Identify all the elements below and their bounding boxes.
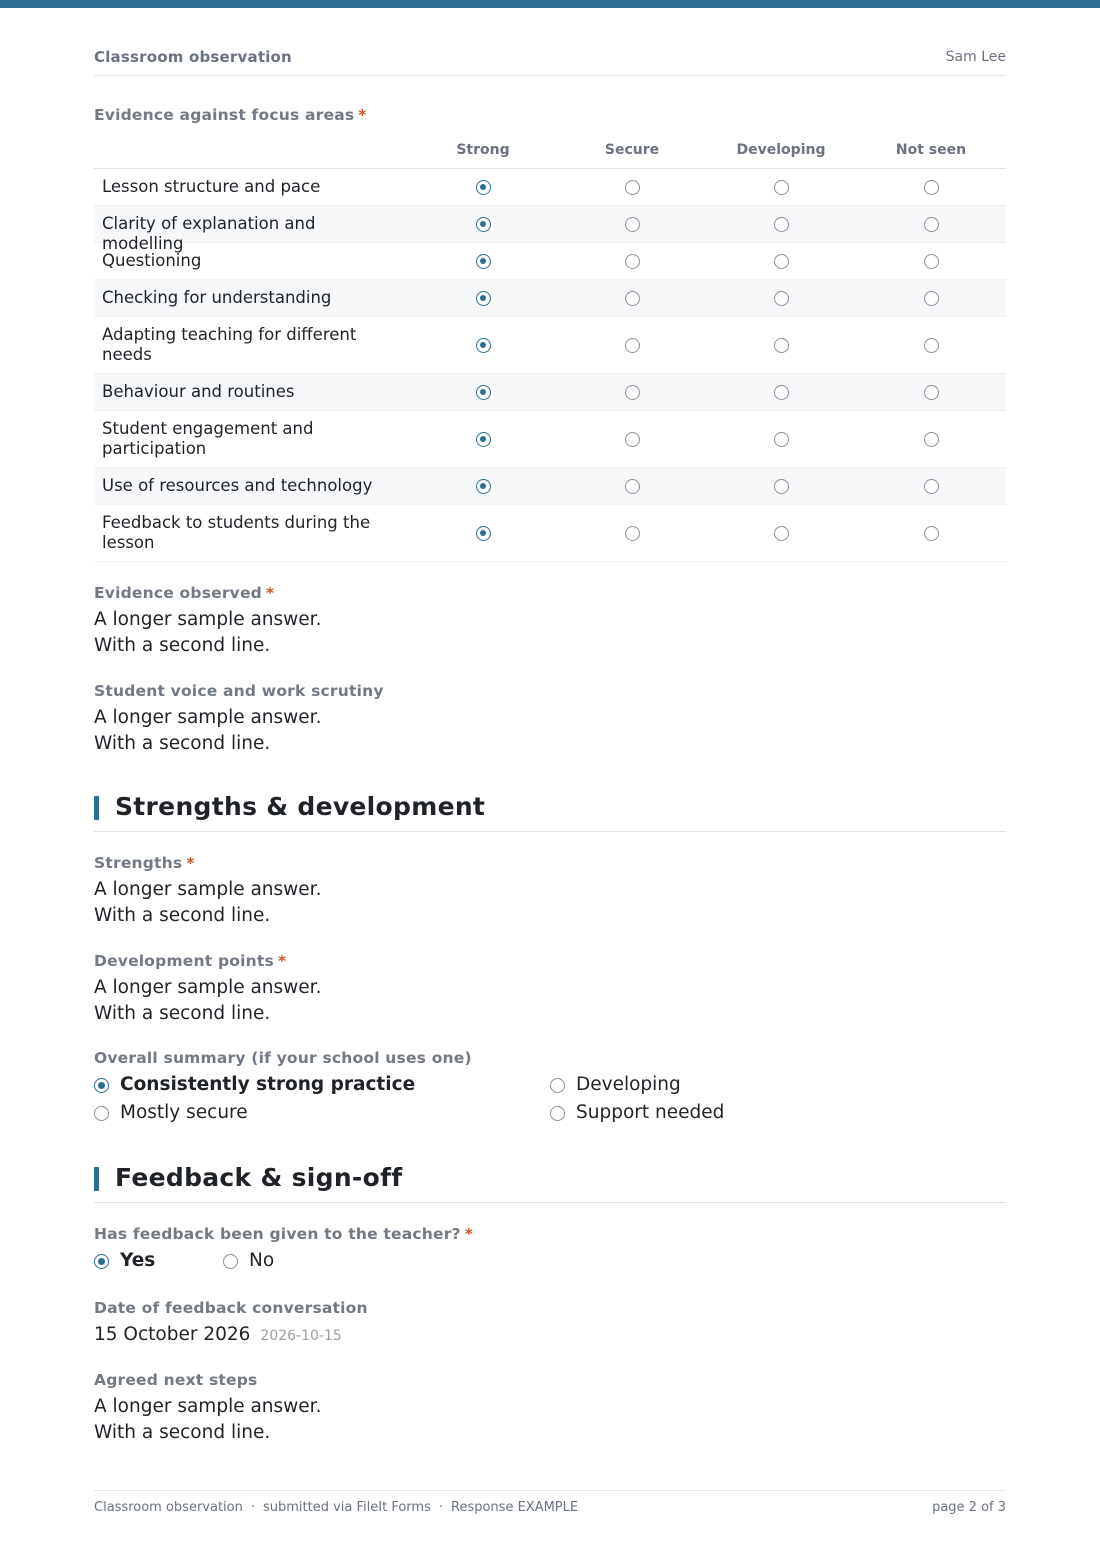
feedback-given-label xyxy=(94,1225,473,1243)
matrix-radio-secure[interactable] xyxy=(625,217,640,232)
section-accent-bar xyxy=(94,1167,99,1191)
feedback-date-iso: 2026-10-15 xyxy=(260,1328,342,1344)
evidence-observed-label-text: Evidence observed xyxy=(94,584,262,602)
matrix-row-label: Checking for understanding xyxy=(102,288,332,307)
matrix-radio-not-seen[interactable] xyxy=(924,432,939,447)
radio-button[interactable] xyxy=(94,1078,109,1093)
student-voice-field xyxy=(94,682,384,757)
required-marker: * xyxy=(464,1225,474,1243)
required-marker: * xyxy=(265,584,275,602)
radio-button[interactable] xyxy=(94,1106,109,1121)
footer-form-name: Classroom observation xyxy=(94,1500,243,1515)
matrix-row xyxy=(94,505,1006,562)
matrix-row xyxy=(94,280,1006,317)
matrix-row-label: Questioning xyxy=(102,251,202,270)
feedback-given-field xyxy=(94,1225,473,1248)
development-points-line-1: A longer sample answer. xyxy=(94,977,322,998)
next-steps-line-1: A longer sample answer. xyxy=(94,1396,322,1417)
matrix-header-row xyxy=(94,131,1006,169)
evidence-observed-label xyxy=(94,584,321,602)
section-strengths-development xyxy=(94,792,1006,832)
matrix-radio-developing[interactable] xyxy=(774,291,789,306)
feedback-date-field xyxy=(94,1299,368,1348)
focus-areas-matrix xyxy=(94,131,1006,562)
footer-meta xyxy=(94,1500,578,1515)
radio-button[interactable] xyxy=(223,1254,238,1269)
option-label: Consistently strong practice xyxy=(120,1074,416,1095)
evidence-observed-line-1: A longer sample answer. xyxy=(94,609,322,630)
matrix-row xyxy=(94,169,1006,206)
radio-button[interactable] xyxy=(550,1078,565,1093)
matrix-radio-secure[interactable] xyxy=(625,526,640,541)
next-steps-field xyxy=(94,1371,321,1446)
column-header-secure: Secure xyxy=(604,142,660,158)
matrix-radio-secure[interactable] xyxy=(625,291,640,306)
required-marker: * xyxy=(186,854,195,872)
matrix-radio-developing[interactable] xyxy=(774,180,789,195)
option-label: Support needed xyxy=(576,1102,725,1123)
feedback-date-display: 15 October 2026 xyxy=(94,1324,251,1345)
footer-separator: · xyxy=(250,1500,255,1515)
section-accent-bar xyxy=(94,796,99,820)
matrix-radio-developing[interactable] xyxy=(774,217,789,232)
matrix-radio-secure[interactable] xyxy=(625,385,640,400)
matrix-radio-not-seen[interactable] xyxy=(924,526,939,541)
development-points-field xyxy=(94,952,321,1027)
matrix-row xyxy=(94,317,1006,374)
required-marker: * xyxy=(277,952,287,970)
strengths-field xyxy=(94,854,321,929)
footer-response-id: Response EXAMPLE xyxy=(451,1500,579,1515)
feedback-given-label-text: Has feedback been given to the teacher? xyxy=(94,1225,461,1243)
matrix-radio-secure[interactable] xyxy=(625,432,640,447)
matrix-radio-strong[interactable] xyxy=(476,385,491,400)
option-label: Mostly secure xyxy=(120,1102,248,1123)
respondent-name: Sam Lee xyxy=(945,49,1006,65)
matrix-radio-developing[interactable] xyxy=(774,254,789,269)
overall-summary-label: Overall summary (if your school uses one) xyxy=(94,1049,472,1067)
matrix-row-label: Behaviour and routines xyxy=(102,382,295,401)
matrix-radio-not-seen[interactable] xyxy=(924,217,939,232)
matrix-radio-not-seen[interactable] xyxy=(924,180,939,195)
footer-submitted-via: submitted via FileIt Forms xyxy=(263,1500,431,1515)
next-steps-label: Agreed next steps xyxy=(94,1371,258,1389)
top-accent-bar xyxy=(0,0,1100,8)
matrix-radio-strong[interactable] xyxy=(476,432,491,447)
matrix-label-text: Evidence against focus areas xyxy=(94,106,355,124)
matrix-radio-strong[interactable] xyxy=(476,254,491,269)
strengths-label-text: Strengths xyxy=(94,854,183,872)
section-title: Strengths & development xyxy=(115,792,486,821)
development-points-line-2: With a second line. xyxy=(94,1003,271,1024)
matrix-radio-not-seen[interactable] xyxy=(924,385,939,400)
matrix-radio-strong[interactable] xyxy=(476,338,491,353)
matrix-row xyxy=(94,374,1006,411)
matrix-row-label: Feedback to students during the lesson xyxy=(102,513,371,552)
evidence-observed-line-2: With a second line. xyxy=(94,635,271,656)
matrix-radio-strong[interactable] xyxy=(476,291,491,306)
column-header-not-seen: Not seen xyxy=(895,142,967,158)
feedback-date-value xyxy=(94,1322,368,1348)
section-feedback-signoff xyxy=(94,1163,1006,1203)
matrix-radio-developing[interactable] xyxy=(774,432,789,447)
student-voice-line-1: A longer sample answer. xyxy=(94,707,322,728)
next-steps-line-2: With a second line. xyxy=(94,1422,271,1443)
column-header-developing: Developing xyxy=(736,142,826,158)
option-label: Developing xyxy=(576,1074,681,1095)
matrix-radio-secure[interactable] xyxy=(625,254,640,269)
matrix-radio-secure[interactable] xyxy=(625,338,640,353)
strengths-line-2: With a second line. xyxy=(94,905,271,926)
radio-button[interactable] xyxy=(94,1254,109,1269)
matrix-radio-developing[interactable] xyxy=(774,479,789,494)
required-marker: * xyxy=(358,106,367,124)
student-voice-label: Student voice and work scrutiny xyxy=(94,682,384,700)
matrix-row-label: Use of resources and technology xyxy=(102,476,373,495)
section-title: Feedback & sign-off xyxy=(115,1163,403,1192)
overall-summary-field xyxy=(94,1049,472,1072)
matrix-radio-not-seen[interactable] xyxy=(924,338,939,353)
matrix-radio-developing[interactable] xyxy=(774,385,789,400)
development-points-label-text: Development points xyxy=(94,952,274,970)
matrix-row xyxy=(94,411,1006,468)
matrix-row-label: Lesson structure and pace xyxy=(102,177,321,196)
option-label: No xyxy=(249,1250,275,1271)
page-header xyxy=(94,48,1006,76)
matrix-row xyxy=(94,468,1006,505)
matrix-row xyxy=(94,206,1006,253)
student-voice-line-2: With a second line. xyxy=(94,733,271,754)
page-footer xyxy=(94,1490,1006,1520)
matrix-radio-developing[interactable] xyxy=(774,526,789,541)
matrix-row-label: Adapting teaching for different needs xyxy=(102,325,357,364)
matrix-radio-secure[interactable] xyxy=(625,479,640,494)
matrix-question-label xyxy=(94,106,367,124)
development-points-label xyxy=(94,952,321,970)
matrix-row-label: Student engagement and participation xyxy=(102,419,314,458)
matrix-row-label: Clarity of explanation and modelling xyxy=(102,214,316,253)
matrix-radio-secure[interactable] xyxy=(625,180,640,195)
matrix-radio-not-seen[interactable] xyxy=(924,254,939,269)
radio-button[interactable] xyxy=(550,1106,565,1121)
column-header-strong: Strong xyxy=(456,142,510,158)
form-title: Classroom observation xyxy=(94,48,292,66)
page-number: page 2 of 3 xyxy=(932,1500,1006,1515)
option-label: Yes xyxy=(120,1250,156,1271)
matrix-radio-strong[interactable] xyxy=(476,526,491,541)
strengths-label xyxy=(94,854,321,872)
matrix-radio-strong[interactable] xyxy=(476,180,491,195)
matrix-radio-not-seen[interactable] xyxy=(924,479,939,494)
matrix-radio-not-seen[interactable] xyxy=(924,291,939,306)
matrix-radio-strong[interactable] xyxy=(476,217,491,232)
evidence-observed-field xyxy=(94,584,321,659)
matrix-row xyxy=(94,243,1006,280)
strengths-line-1: A longer sample answer. xyxy=(94,879,322,900)
matrix-radio-strong[interactable] xyxy=(476,479,491,494)
matrix-radio-developing[interactable] xyxy=(774,338,789,353)
footer-separator: · xyxy=(438,1500,443,1515)
feedback-date-label: Date of feedback conversation xyxy=(94,1299,368,1317)
